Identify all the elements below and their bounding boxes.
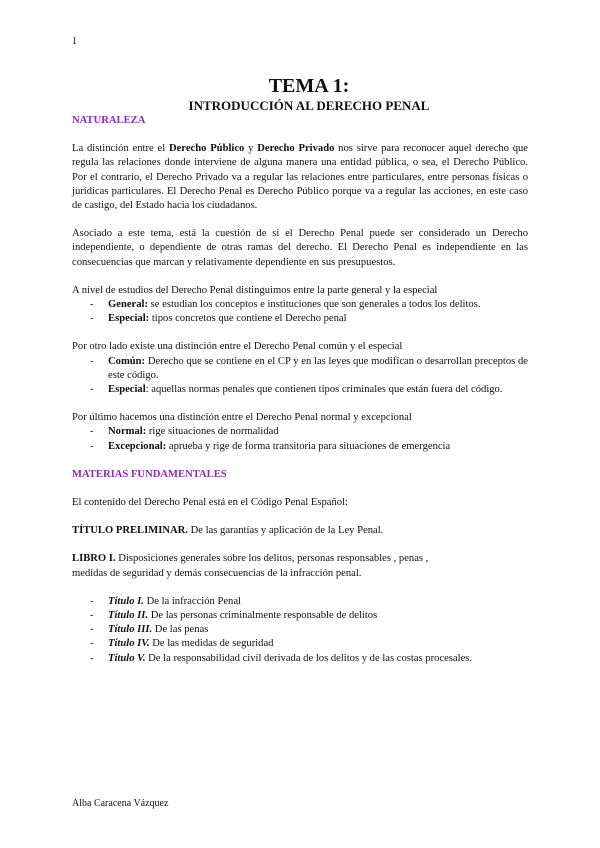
list-item: - Título III. De las penas [90, 624, 209, 636]
paragraph-derecho-publico-privado: La distinción entre el Derecho Público y Derecho Privado nos sirve para reconocer aquel derecho que regula las relaciones donde interviene de alguna manera una entidad pública, o sea, el Derecho Público. Por el contrario, el Derecho Privado va a regular las relaciones entre particulares, entre personas físicas o jurídicas particulares. El Derecho Penal es Derecho Público porque va a regular las acciones, en este caso de castigo, del Estado hacia los ciudadanos. [72, 143, 528, 212]
footer-author: Alba Caracena Vázquez [72, 798, 169, 809]
page-title: TEMA 1: [268, 75, 350, 97]
list-normal-excepcional [72, 425, 528, 453]
list-item: - General: se estudian los conceptos e instituciones que son generales a todos los delitos. [90, 299, 481, 311]
paragraph-normal-excepcional: Por último hacemos una distinción entre el Derecho Penal normal y excepcional [72, 412, 412, 424]
list-item: - Título I. De la infracción Penal [90, 595, 241, 607]
list-general-especial [72, 298, 528, 326]
list-item: - Especial: aquellas normas penales que contienen tipos criminales que están fuera del código. [90, 384, 503, 396]
list-titulos [72, 595, 528, 666]
list-item: - Excepcional: aprueba y rige de forma transitoria para situaciones de emergencia [90, 440, 451, 452]
paragraph-parte-general-especial: A nivel de estudios del Derecho Penal distinguimos entre la parte general y la especial [72, 284, 438, 296]
list-item: - Común: Derecho que se contiene en el CP y en las leyes que modifican o desarrollan preceptos de este código. [90, 355, 528, 381]
paragraph-comun-especial: Por otro lado existe una distinción entre el Derecho Penal común y el especial [72, 341, 403, 353]
document-body [72, 74, 528, 666]
page-number: 1 [72, 36, 77, 47]
paragraph-titulo-preliminar: TÍTULO PRELIMINAR. De las garantías y aplicación de la Ley Penal. [72, 525, 384, 537]
page-subtitle: INTRODUCCIÓN AL DERECHO PENAL [188, 98, 430, 113]
list-item: - Normal: rige situaciones de normalidad [90, 426, 279, 438]
section-heading-naturaleza: NATURALEZA [72, 115, 146, 126]
list-item: - Título IV. De las medidas de seguridad [90, 638, 274, 650]
list-item: - Especial: tipos concretos que contiene el Derecho penal [90, 313, 347, 325]
list-item: - Título V. De la responsabilidad civil derivada de los delitos y de las costas procesales. [90, 652, 473, 664]
list-comun-especial [72, 355, 528, 398]
list-item: - Título II. De las personas criminalmente responsable de delitos [90, 610, 378, 622]
paragraph-codigo-penal: El contenido del Derecho Penal está en el Código Penal Español: [72, 497, 348, 509]
paragraph-libro-i: LIBRO I. Disposiciones generales sobre los delitos, personas responsables , penas , medidas de seguridad y demás consecuencias de la infracción penal. [72, 553, 429, 579]
section-heading-materias: MATERIAS FUNDAMENTALES [72, 468, 227, 480]
paragraph-independencia: Asociado a este tema, está la cuestión de si el Derecho Penal puede ser considerado un Derecho independiente, o dependiente de otras ramas del derecho. El Derecho Penal es independiente en las consecuencias que marcan y relativamente dependiente en sus presupuestos. [72, 228, 528, 268]
